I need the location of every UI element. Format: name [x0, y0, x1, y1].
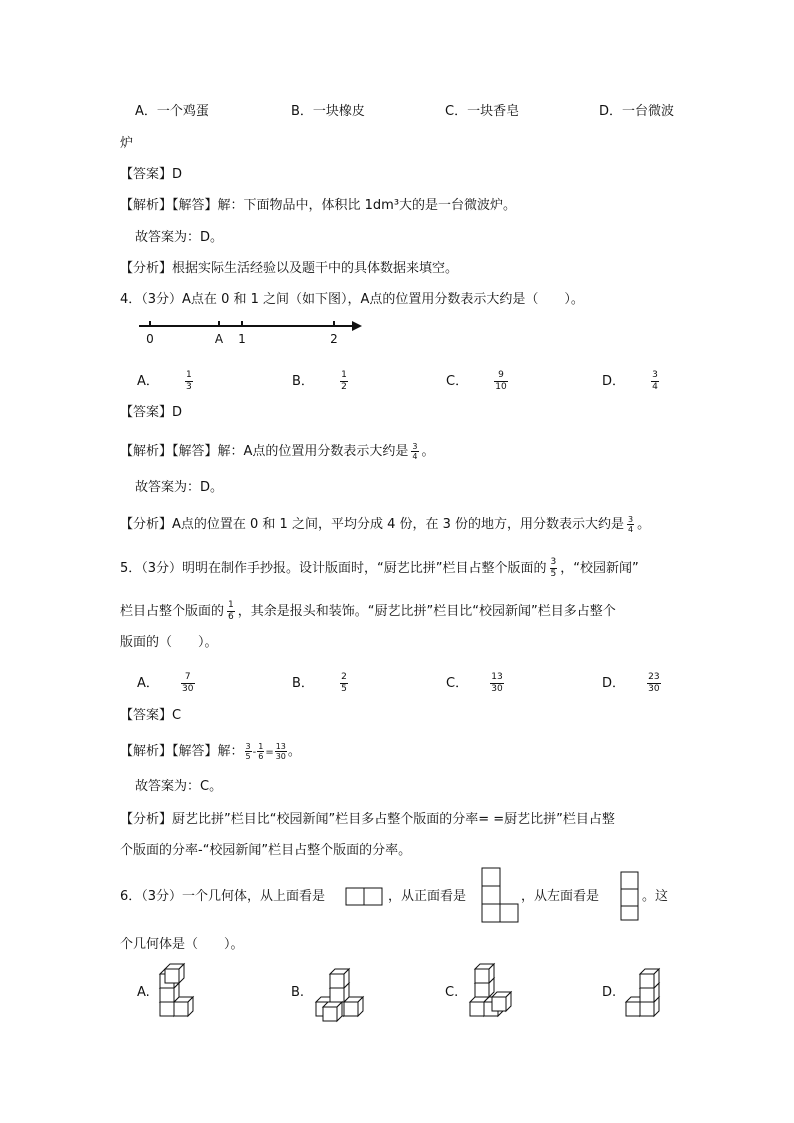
- frac-num: 1: [186, 370, 192, 380]
- q4-explain-end: 。: [421, 444, 435, 459]
- frac-num: 1: [228, 600, 234, 610]
- q3-explain: 【解析】【解答】解：下面物品中，体积比 1dm³大的是一台微波炉。: [120, 198, 517, 213]
- frac-den: 4: [628, 525, 634, 534]
- number-line-label: A: [214, 332, 224, 346]
- q5-explain-end: 。: [287, 744, 301, 759]
- frac-den: 10: [495, 382, 507, 392]
- q4-option-d-letter: D．: [602, 374, 626, 389]
- q4-explain-text: 【解析】【解答】解：A点的位置用分数表示大约是: [120, 444, 409, 459]
- q5-option-b-letter: B．: [292, 676, 314, 691]
- q6-stem-b: ，从正面看是: [388, 889, 467, 904]
- q5-conclusion: 故答案为：C。: [135, 779, 223, 794]
- q4-conclusion: 故答案为：D。: [135, 480, 224, 495]
- frac-den: 5: [550, 569, 557, 579]
- q5-answer: 【答案】C: [120, 708, 182, 723]
- frac-num: 13: [491, 672, 503, 682]
- q4-option-a-letter: A．: [137, 374, 159, 389]
- q3-option-a[interactable]: A．一个鸡蛋: [135, 104, 209, 119]
- q5-explain-eq: =: [265, 747, 274, 758]
- q6-stem-c: ，从左面看是: [521, 889, 600, 904]
- cube: [165, 964, 184, 983]
- q6-option-d[interactable]: D.: [602, 985, 617, 1000]
- q5-stem-line3: 版面的（ ）。: [120, 635, 218, 650]
- q5-analysis-2: 个版面的分率-“校园新闻”栏目占整个版面的分率。: [120, 843, 412, 858]
- frac-den: 2: [341, 382, 347, 392]
- frac-num: 3: [245, 742, 251, 751]
- q3-option-b[interactable]: B．一块橡皮: [291, 104, 365, 119]
- q6-stem-a: 6．（3分）一个几何体，从上面看是: [120, 889, 326, 904]
- q4-analysis-end: 。: [637, 517, 651, 532]
- q4-stem: 4．（3分）A点在 0 和 1 之间（如下图），A点的位置用分数表示大约是（ ）。: [120, 292, 584, 307]
- frac-num: 3: [652, 370, 658, 380]
- q6-option-a[interactable]: A.: [137, 985, 150, 1000]
- q3-option-c[interactable]: C．一块香皂: [445, 104, 520, 119]
- number-line-label: 1: [238, 332, 246, 346]
- frac-num: 9: [494, 370, 507, 382]
- option-b-figure: [316, 969, 363, 1021]
- frac-den: 6: [228, 612, 234, 622]
- frac-den: 3: [186, 382, 192, 392]
- frac-den: 30: [275, 752, 286, 761]
- q5-explain-minus: -: [252, 747, 257, 758]
- frac-num: 3: [550, 557, 557, 567]
- q3-conclusion: 故答案为：D。: [135, 230, 224, 245]
- option-c-figure: [470, 964, 511, 1016]
- number-line-label: 2: [330, 332, 338, 346]
- cube: [330, 969, 349, 988]
- q5-explain-text: 【解析】【解答】解：: [120, 744, 244, 759]
- number-line-label: 0: [146, 332, 154, 346]
- frac-num: 13: [275, 742, 286, 751]
- q4-analysis-text: 【分析】A点的位置在 0 和 1 之间，平均分成 4 份，在 3 份的地方，用分数表示大约是: [120, 517, 625, 532]
- q6-option-b[interactable]: B.: [291, 985, 305, 1000]
- frac-den: 5: [341, 684, 347, 694]
- frac-den: 30: [648, 684, 660, 694]
- frac-num: 7: [181, 672, 194, 684]
- cube: [323, 1002, 342, 1021]
- q5-analysis-1: 【分析】厨艺比拼”栏目比“校园新闻”栏目多占整个版面的分率= =厨艺比拼”栏目占整: [120, 812, 615, 827]
- q6-option-c[interactable]: C.: [445, 985, 459, 1000]
- q5-stem-2-end: ，其余是报头和装饰。“厨艺比拼”栏目比“校园新闻”栏目多占整个: [237, 604, 616, 619]
- q5-option-c-letter: C．: [446, 676, 469, 691]
- frac-den: 5: [245, 752, 251, 761]
- frac-num: 1: [258, 742, 264, 751]
- q4-answer: 【答案】D: [120, 405, 183, 420]
- frac-num: 1: [341, 370, 347, 380]
- option-d-figure: [626, 969, 659, 1016]
- q3-answer: 【答案】D: [120, 167, 183, 182]
- frac-num: 3: [628, 515, 634, 524]
- frac-den: 30: [182, 684, 194, 694]
- q3-option-d[interactable]: D．一台微波: [599, 104, 675, 119]
- cube: [475, 964, 494, 983]
- q4-option-b-letter: B．: [292, 374, 314, 389]
- frac-den: 6: [258, 752, 264, 761]
- q5-option-d-letter: D．: [602, 676, 626, 691]
- q6-stem-2: 个几何体是（ ）。: [120, 937, 244, 952]
- q5-stem-1-end: ，“校园新闻”: [560, 561, 639, 576]
- q5-stem-2: 栏目占整个版面的: [120, 604, 225, 619]
- q4-option-c-letter: C．: [446, 374, 469, 389]
- frac-den: 30: [491, 684, 503, 694]
- frac-den: 4: [652, 382, 658, 392]
- option-a-figure: [160, 964, 193, 1016]
- frac-den: 4: [412, 452, 418, 461]
- cube: [640, 969, 659, 988]
- q6-stem-d: 。这: [642, 889, 669, 904]
- q5-option-a-letter: A．: [137, 676, 159, 691]
- frac-num: 23: [648, 672, 660, 682]
- frac-num: 3: [412, 442, 418, 451]
- q3-analysis: 【分析】根据实际生活经验以及题干中的具体数据来填空。: [120, 261, 459, 276]
- cube: [492, 992, 511, 1011]
- q3-option-wrap: 炉: [120, 136, 134, 151]
- q5-stem-1: 5．（3分）明明在制作手抄报。设计版面时，“厨艺比拼”栏目占整个版面的: [120, 561, 547, 576]
- frac-num: 2: [341, 672, 347, 682]
